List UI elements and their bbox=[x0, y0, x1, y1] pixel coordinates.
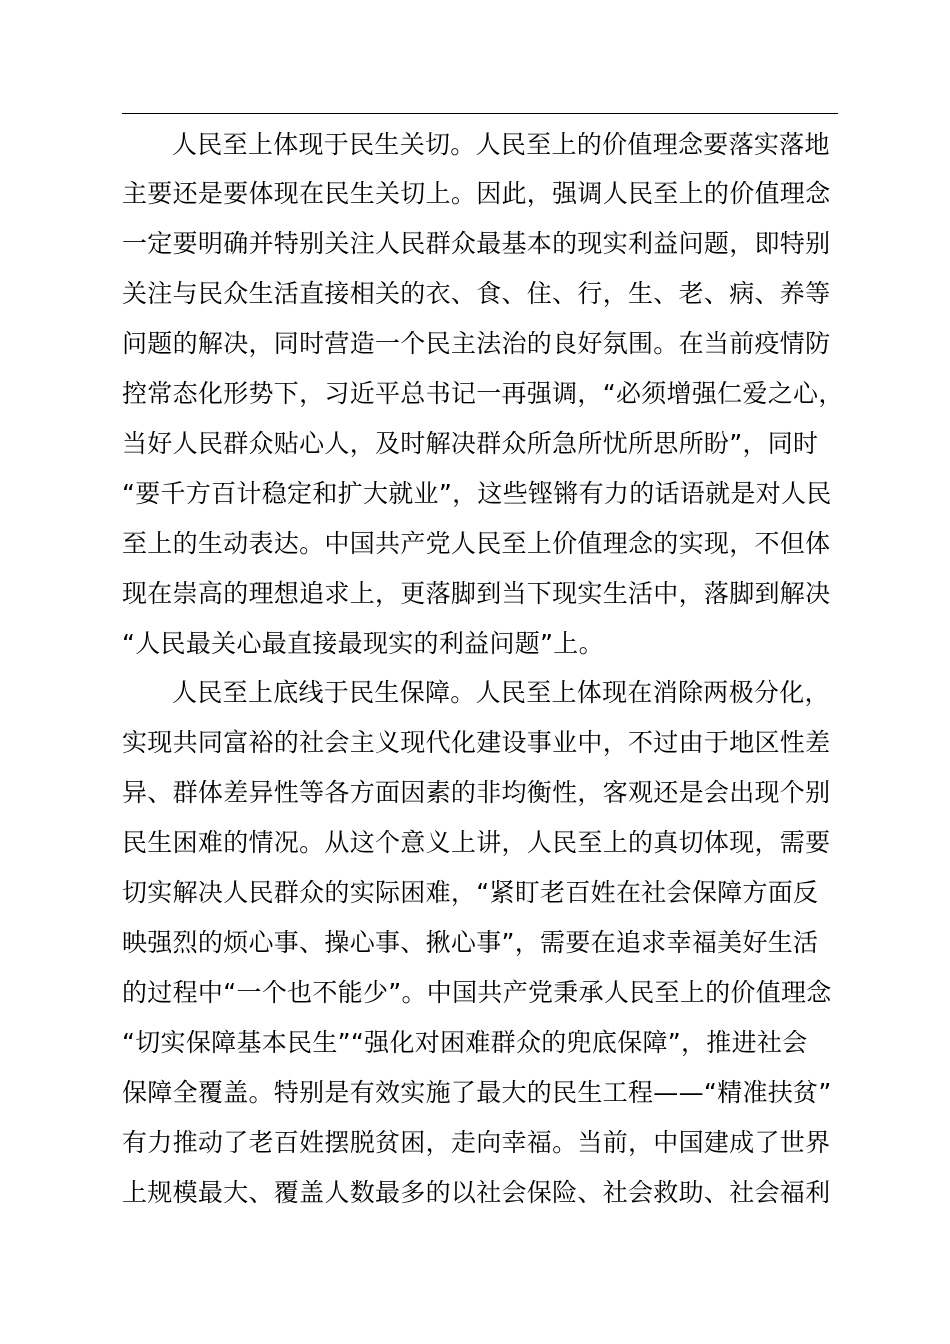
paragraph-1-line: “要千方百计稳定和扩大就业”，这些铿锵有力的话语就是对人民 bbox=[122, 479, 832, 508]
paragraph-1-line: 关注与民众生活直接相关的衣、食、住、行，生、老、病、养等 bbox=[122, 279, 831, 308]
paragraph-2-line: 保障全覆盖。特别是有效实施了最大的民生工程——“精准扶贫” bbox=[122, 1078, 832, 1107]
paragraph-2-line: 人民至上底线于民生保障。人民至上体现在消除两极分化， bbox=[172, 678, 830, 707]
paragraph-1-line: 问题的解决，同时营造一个民主法治的良好氛围。在当前疫情防 bbox=[122, 329, 831, 358]
paragraph-2-line: “切实保障基本民生”“强化对困难群众的兜底保障”，推进社会 bbox=[122, 1028, 808, 1057]
paragraph-1-line: 至上的生动表达。中国共产党人民至上价值理念的实现，不但体 bbox=[122, 529, 831, 558]
paragraph-2-line: 的过程中“一个也不能少”。中国共产党秉承人民至上的价值理念 bbox=[122, 978, 832, 1007]
paragraph-1-line: 现在崇高的理想追求上，更落脚到当下现实生活中，落脚到解决 bbox=[122, 579, 831, 608]
paragraph-2-line: 实现共同富裕的社会主义现代化建设事业中，不过由于地区性差 bbox=[122, 728, 831, 757]
paragraph-2-line: 切实解决人民群众的实际困难，“紧盯老百姓在社会保障方面反 bbox=[122, 878, 819, 907]
paragraph-2-line: 有力推动了老百姓摆脱贫困，走向幸福。当前，中国建成了世界 bbox=[122, 1128, 831, 1157]
paragraph-1-line: 当好人民群众贴心人，及时解决群众所急所忧所思所盼”，同时 bbox=[122, 429, 819, 458]
paragraph-1-line: “人民最关心最直接最现实的利益问题”上。 bbox=[122, 629, 604, 658]
paragraph-1-line: 主要还是要体现在民生关切上。因此，强调人民至上的价值理念 bbox=[122, 179, 831, 208]
header-rule bbox=[122, 113, 838, 114]
paragraph-2-line: 映强烈的烦心事、操心事、揪心事”，需要在追求幸福美好生活 bbox=[122, 928, 819, 957]
paragraph-2-line: 上规模最大、覆盖人数最多的以社会保险、社会救助、社会福利 bbox=[122, 1178, 831, 1207]
paragraph-1-line: 控常态化形势下，习近平总书记一再强调，“必须增强仁爱之心， bbox=[122, 379, 844, 408]
paragraph-1-line: 人民至上体现于民生关切。人民至上的价值理念要落实落地 bbox=[172, 130, 830, 159]
paragraph-2-line: 民生困难的情况。从这个意义上讲，人民至上的真切体现，需要 bbox=[122, 828, 831, 857]
paragraph-2-line: 异、群体差异性等各方面因素的非均衡性，客观还是会出现个别 bbox=[122, 778, 831, 807]
paragraph-1-line: 一定要明确并特别关注人民群众最基本的现实利益问题，即特别 bbox=[122, 229, 831, 258]
